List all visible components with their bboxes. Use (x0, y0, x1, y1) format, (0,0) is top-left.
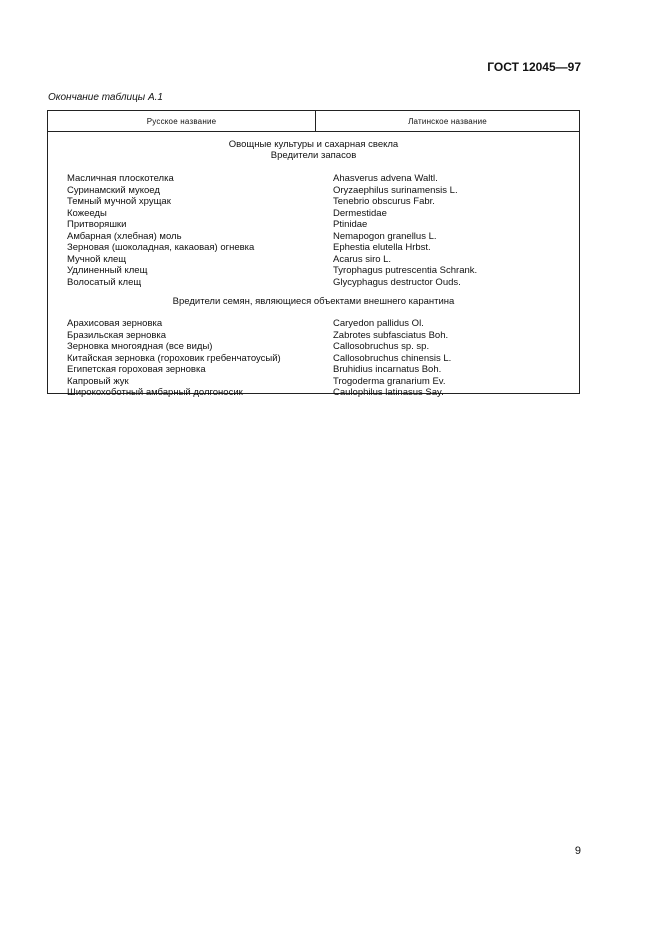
section-subtitle: Вредители запасов (270, 150, 357, 161)
table-caption: Окончание таблицы А.1 (48, 92, 163, 103)
latin-name: Glycyphagus destructor Ouds. (333, 276, 461, 288)
russian-name: Масличная плоскотелка (67, 173, 174, 184)
russian-name: Египетская гороховая зерновка (67, 364, 206, 375)
russian-name: Суринамский мукоед (67, 184, 160, 196)
latin-name: Bruhidius incarnatus Boh. (333, 364, 442, 375)
table-row (48, 364, 579, 376)
russian-name: Мучной клещ (67, 253, 127, 265)
latin-name: Callosobruchus sp. sp. (333, 341, 430, 352)
section-title: Овощные культуры и сахарная свекла (228, 139, 399, 150)
pest-table (47, 110, 580, 398)
page-number: 9 (574, 845, 581, 857)
latin-name: Acarus siro L. (333, 253, 392, 265)
table-row (48, 219, 579, 231)
russian-name: Бразильская зерновка (67, 329, 167, 341)
russian-name: Китайская зерновка (гороховик гребенчатоусый) (67, 352, 281, 364)
table-row (48, 277, 579, 289)
latin-name: Nemapogon granellus L. (333, 230, 437, 242)
table-row (48, 353, 579, 365)
standard-code: ГОСТ 12045—97 (487, 60, 581, 74)
russian-name: Амбарная (хлебная) моль (67, 230, 182, 242)
latin-name: Callosobruchus chinensis L. (333, 352, 452, 364)
table-row (48, 341, 579, 353)
russian-name: Широкохоботный амбарный долгоносик (67, 387, 243, 398)
latin-name: Tenebrio obscurus Fabr. (333, 196, 435, 207)
column-header-latin: Латинское название (408, 116, 487, 126)
latin-name: Caryedon pallidus Ol. (333, 318, 424, 329)
table-row (48, 173, 579, 185)
table-row (48, 254, 579, 266)
table-row (48, 318, 579, 330)
latin-name: Oryzaephilus surinamensis L. (333, 184, 458, 196)
latin-name: Ahasverus advena Waltl. (333, 173, 438, 184)
russian-name: Волосатый клещ (67, 276, 142, 288)
table-row (48, 185, 579, 197)
russian-name: Капровый жук (67, 375, 129, 387)
table-row (48, 265, 579, 277)
section-quarantine-pests (48, 288, 579, 399)
latin-name: Trogoderma granarium Ev. (333, 375, 446, 387)
table-row (48, 208, 579, 220)
latin-name: Tyrophagus putrescentia Schrank. (333, 265, 478, 276)
russian-name: Притворяшки (67, 219, 127, 230)
latin-name: Dermestidae (333, 207, 387, 219)
latin-name: Ephestia elutella Hrbst. (333, 242, 431, 253)
table-row (48, 231, 579, 243)
table-row (48, 242, 579, 254)
latin-name: Zabrotes subfasciatus Boh. (333, 329, 449, 341)
russian-name: Удлиненный клещ (67, 265, 148, 276)
latin-name: Ptinidae (333, 219, 368, 230)
russian-name: Зерновая (шоколадная, какаовая) огневка (67, 242, 255, 253)
section-storage-pests (48, 132, 579, 288)
russian-name: Арахисовая зерновка (67, 318, 163, 329)
table-row (48, 376, 579, 388)
column-header-russian: Русское название (48, 111, 316, 131)
table-row (48, 196, 579, 208)
russian-name: Темный мучной хрущак (67, 196, 171, 207)
russian-name: Кожееды (67, 207, 107, 219)
russian-name: Зерновка многоядная (все виды) (67, 341, 213, 352)
table-row (48, 330, 579, 342)
latin-name: Caulophilus latinasus Say. (333, 387, 444, 398)
table-row (48, 387, 579, 399)
section-title: Вредители семян, являющиеся объектами внешнего карантина (172, 296, 455, 307)
table-header (48, 111, 579, 132)
